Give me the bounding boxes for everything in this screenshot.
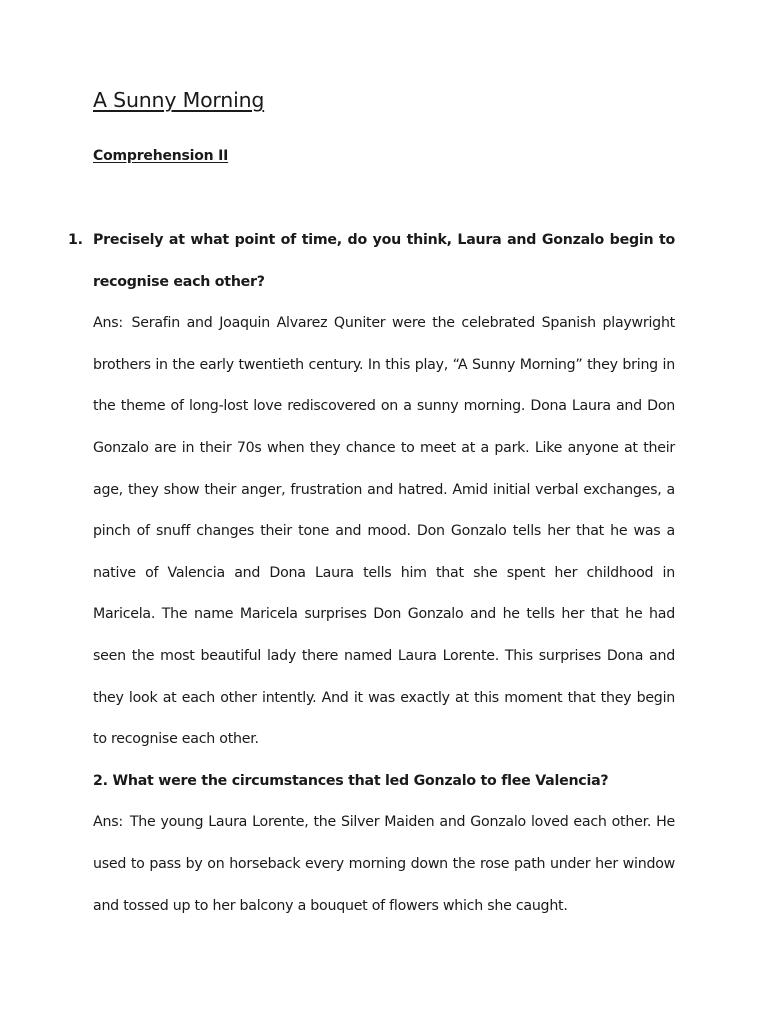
answer-2 bbox=[93, 802, 675, 927]
answer-2-label: Ans: bbox=[93, 814, 123, 831]
answer-1-label: Ans: bbox=[93, 315, 123, 332]
question-2-text: What were the circumstances that led Gonzalo to flee Valencia? bbox=[112, 772, 609, 789]
question-1 bbox=[68, 220, 675, 303]
document-body bbox=[68, 220, 675, 927]
question-1-text: Precisely at what point of time, do you think, Laura and Gonzalo begin to recognise each other? bbox=[93, 232, 675, 290]
question-2-number: 2. bbox=[93, 772, 108, 789]
document-title: A Sunny Morning bbox=[93, 88, 265, 112]
question-2 bbox=[93, 761, 675, 803]
answer-2-text: The young Laura Lorente, the Silver Maiden and Gonzalo loved each other. He used to pass by on horseback every morning down the rose path under her window and tossed up to her balcony a bouquet of flowers which she caught. bbox=[93, 814, 675, 914]
question-1-number: 1. bbox=[68, 232, 83, 248]
answer-1-text: Serafin and Joaquin Alvarez Quniter were the celebrated Spanish playwright brothers in the early twentieth century. In this play, “A Sunny Morning” they bring in the theme of long-lost love rediscovered on a sunny morning. Dona Laura and Don Gonzalo are in their 70s when they chance to meet at a park. Like anyone at their age, they show their anger, frustration and hatred. Amid initial verbal exchanges, a pinch of snuff changes their tone and mood. Don Gonzalo tells her that he was a native of Valencia and Dona Laura tells him that she spent her childhood in Maricela. The name Maricela surprises Don Gonzalo and he tells her that he had seen the most beautiful lady there named Laura Lorente. This surprises Dona and they look at each other intently. And it was exactly at this moment that they begin to recognise each other. bbox=[93, 315, 675, 748]
answer-1 bbox=[93, 303, 675, 761]
document-subtitle: Comprehension II bbox=[93, 148, 229, 164]
